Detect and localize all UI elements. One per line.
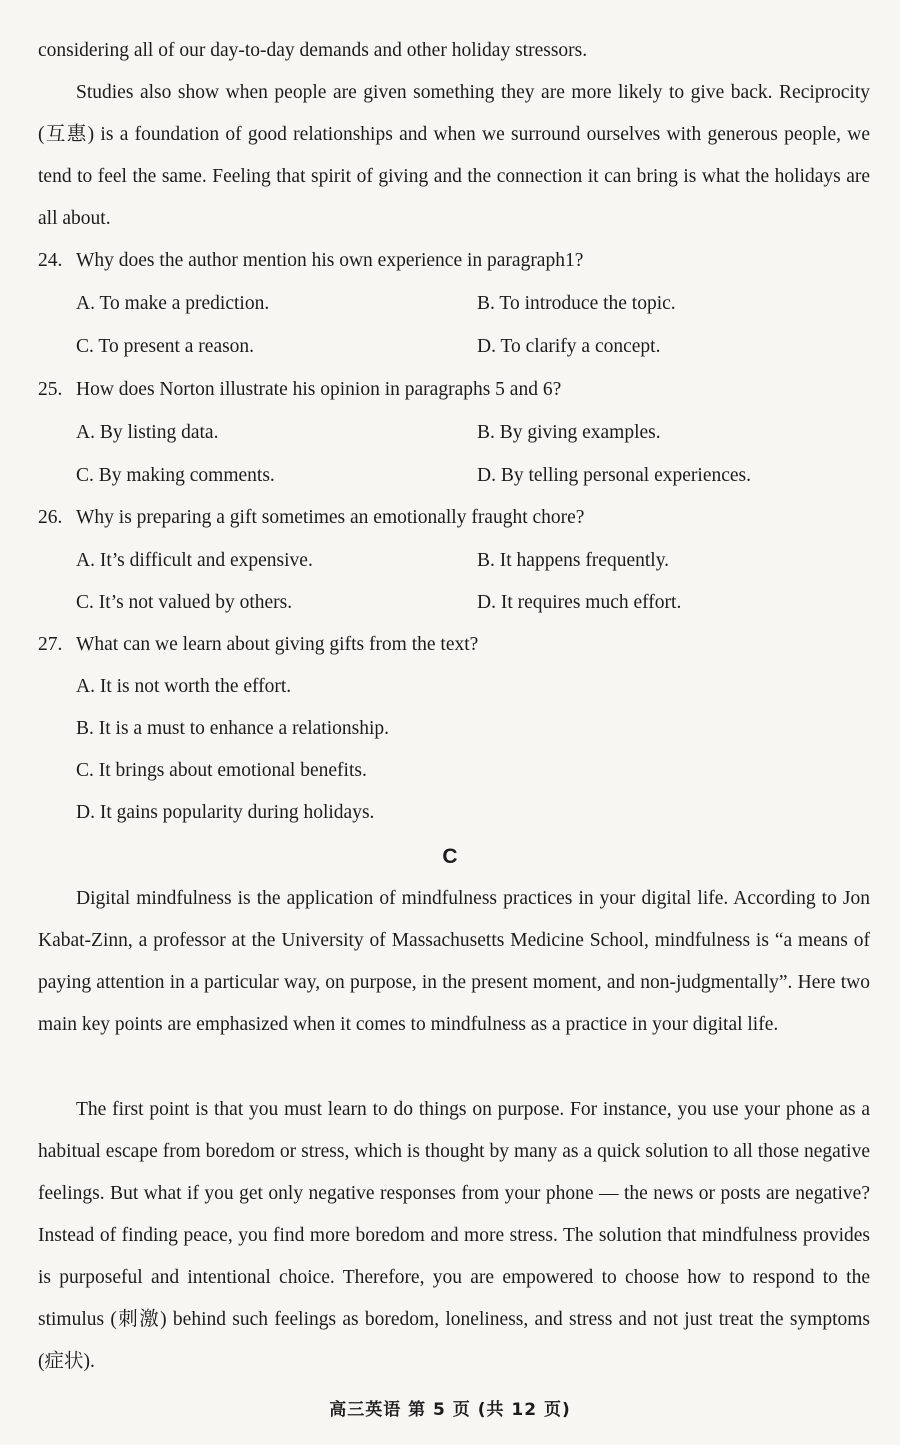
q27-option-b: B. It is a must to enhance a relationship. <box>76 718 390 739</box>
question-number: 26. <box>38 507 63 528</box>
question-24 <box>38 240 583 282</box>
q27-option-c: C. It brings about emotional benefits. <box>76 760 367 781</box>
q24-option-c: C. To present a reason. <box>76 336 255 357</box>
q26-option-a: A. It’s difficult and expensive. <box>76 550 313 571</box>
q25-option-d: D. By telling personal experiences. <box>477 465 751 486</box>
q27-option-d: D. It gains popularity during holidays. <box>76 802 375 823</box>
question-25 <box>38 369 561 411</box>
passage-c-paragraph-1: Digital mindfulness is the application of mindfulness practices in your digital life. According to Jon Kabat-Zinn, a professor at the University of Massachusetts Medicine School, mindfulness is “a means of paying attention in a particular way, on purpose, in the present moment, and non-judgmentally”. Here two main key points are emphasized when it comes to mindfulness as a practice in your digital life. <box>38 888 870 1035</box>
question-number: 27. <box>38 634 63 655</box>
question-stem: How does Norton illustrate his opinion in paragraphs 5 and 6? <box>76 379 562 400</box>
question-number: 25. <box>38 379 63 400</box>
q24-option-d: D. To clarify a concept. <box>477 336 661 357</box>
question-stem: What can we learn about giving gifts from the text? <box>76 634 479 655</box>
passage-c-paragraph-2: The first point is that you must learn to do things on purpose. For instance, you use your phone as a habitual escape from boredom or stress, which is thought by many as a quick solution to all those negative feelings. But what if you get only negative responses from your phone — the news or posts are negative? Instead of finding peace, you find more boredom and more stress. The solution that mindfulness provides is purposeful and intentional choice. Therefore, you are empowered to choose how to respond to the stimulus (刺激) behind such feelings as boredom, loneliness, and stress and not just treat the symptoms (症状). <box>38 1099 870 1372</box>
q24-option-a: A. To make a prediction. <box>76 293 270 314</box>
question-stem: Why is preparing a gift sometimes an emotionally fraught chore? <box>76 507 585 528</box>
q27-option-a: A. It is not worth the effort. <box>76 676 292 697</box>
question-number: 24. <box>38 250 63 271</box>
passage-b-closing-line: considering all of our day-to-day demands and other holiday stressors. <box>38 40 588 61</box>
question-stem: Why does the author mention his own experience in paragraph1? <box>76 250 584 271</box>
q26-option-d: D. It requires much effort. <box>477 592 682 613</box>
q26-option-c: C. It’s not valued by others. <box>76 592 293 613</box>
page-footer: 高三英语 第 5 页 (共 12 页) <box>329 1400 571 1420</box>
section-heading-c: C <box>442 845 458 868</box>
q26-option-b: B. It happens frequently. <box>477 550 670 571</box>
question-26 <box>38 497 584 539</box>
q25-option-c: C. By making comments. <box>76 465 275 486</box>
q25-option-b: B. By giving examples. <box>477 422 661 443</box>
q25-option-a: A. By listing data. <box>76 422 219 443</box>
question-27 <box>38 624 478 666</box>
q24-option-b: B. To introduce the topic. <box>477 293 676 314</box>
passage-b-final-paragraph: Studies also show when people are given something they are more likely to give back. Reciprocity (互惠) is a foundation of good relationships and when we surround ourselves with generous people, we tend to feel the same. Feeling that spirit of giving and the connection it can bring is what the holidays are all about. <box>38 82 870 229</box>
